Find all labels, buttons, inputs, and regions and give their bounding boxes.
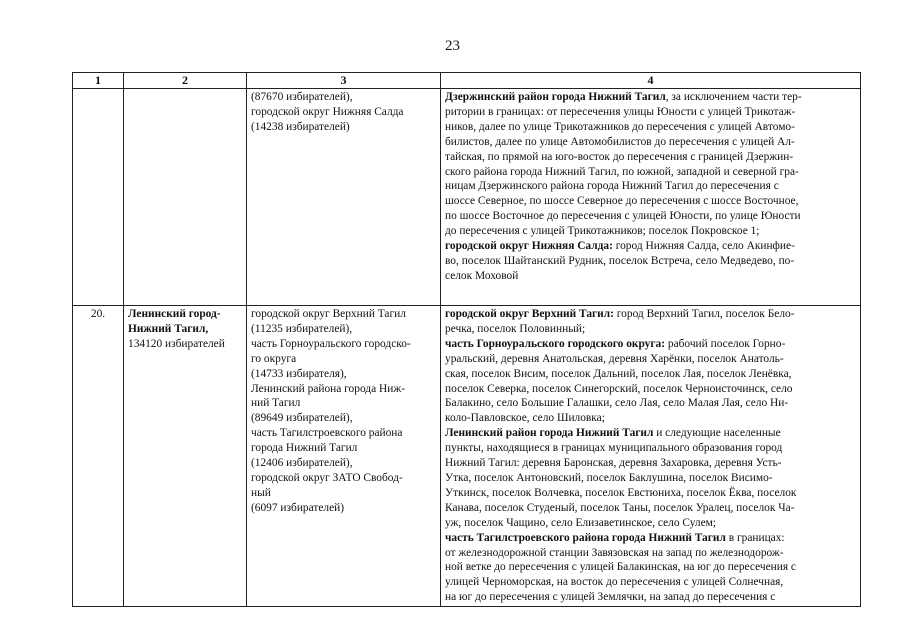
district-table (72, 72, 861, 607)
constituency-line: городской округ Верхний Тагил (251, 308, 406, 320)
row-number (73, 89, 124, 306)
territory-line: тайская, по прямой на юго-восток до пересечения с границей Дзержин- (445, 150, 794, 163)
territory-line (445, 90, 856, 105)
territory-text: и следующие населенные (653, 427, 781, 440)
constituency-line: (87670 избирателей), (251, 91, 353, 103)
territory-heading: городской округ Верхний Тагил: (445, 308, 614, 320)
district-voters: 134120 избирателей (128, 337, 225, 350)
constituency-line: (89649 избирателей), (251, 412, 353, 425)
territory-line: Канава, поселок Студеный, поселок Таны, поселок Уралец, поселок Ча- (445, 501, 795, 514)
territory-line: на юг до пересечения с улицей Землячки, на запад до пересечения с (445, 591, 776, 604)
territory-line: уральский, деревня Анатольская, деревня Харёнки, поселок Анатоль- (445, 352, 784, 365)
constituency-line: ний Тагил (251, 397, 301, 410)
constituency-line: го округа (251, 352, 297, 365)
territory-line: ницам Дзержинского района города Нижний Тагил до пересечения с (445, 180, 779, 193)
territory-line: пункты, находящиеся в границах муниципального образования город (445, 442, 783, 455)
territory-line: шоссе Северное, по шоссе Северное до пересечения с шоссе Восточное, (445, 195, 799, 208)
territory-heading: Ленинский район города Нижний Тагил (445, 427, 654, 440)
territory-text: , за исключением части тер- (665, 91, 802, 103)
constituency-line: (14733 избирателя), (251, 367, 347, 380)
table-row (73, 89, 861, 306)
district-title: Ленинский город- (128, 308, 221, 320)
page-number: 23 (445, 38, 460, 54)
territory-line: ной ветке до пересечения с улицей Балакинская, на юг до пересечения с (445, 561, 796, 574)
col-header-4: 4 (441, 73, 861, 89)
territory-text: город Верхний Тагил, поселок Бело- (613, 308, 795, 320)
territory-line: коло-Павловское, село Шиловка; (445, 412, 605, 425)
territory-heading: городской округ Нижняя Салда: (445, 240, 613, 253)
col-header-1: 1 (73, 73, 124, 89)
constituency-parts (247, 306, 441, 607)
header-row (73, 73, 861, 89)
territory-text: рабочий поселок Горно- (665, 337, 786, 350)
row-number: 20. (73, 306, 124, 607)
territory-line: ритории в границах: от пересечения улицы Юности с улицей Трикотаж- (445, 105, 796, 118)
territory-line: до пересечения с улицей Трикотажников; поселок Покровское 1; (445, 225, 760, 238)
territory-line (445, 307, 856, 322)
constituency-line: часть Тагилстроевского района (251, 427, 403, 440)
district-name (124, 89, 247, 306)
territory-line: поселок Северка, поселок Синегорский, поселок Черноисточинск, село (445, 382, 793, 395)
territory-description (441, 89, 861, 306)
territory-text: в границах: (725, 531, 785, 544)
territory-line (445, 239, 856, 254)
territory-line: билистов, далее по улице Автомобилистов до пересечения с улицей Ал- (445, 135, 795, 148)
constituency-line: (11235 избирателей), (251, 322, 353, 335)
constituency-line: Ленинский района города Ниж- (251, 382, 405, 395)
territory-line: ская, поселок Висим, поселок Дальний, поселок Лая, поселок Ленёвка, (445, 367, 792, 380)
territory-line: ского района города Нижний Тагил, по южной, западной и северной гра- (445, 165, 799, 178)
territory-line (445, 337, 856, 352)
territory-line: уж, поселок Чащино, село Елизаветинское, село Сулем; (445, 516, 717, 529)
constituency-line: (14238 избирателей) (251, 120, 350, 133)
territory-heading: часть Тагилстроевского района города Нижний Тагил (445, 531, 726, 544)
constituency-line: ный (251, 486, 271, 499)
territory-text: город Нижняя Салда, село Акинфие- (612, 240, 795, 253)
constituency-line: (12406 избирателей), (251, 457, 353, 470)
territory-line: Утка, поселок Антоновский, поселок Баклушина, поселок Висимо- (445, 471, 773, 484)
constituency-line: часть Горноуральского городско- (251, 337, 411, 350)
territory-heading: Дзержинский район города Нижний Тагил (445, 91, 666, 103)
territory-heading: часть Горноуральского городского округа: (445, 337, 666, 350)
territory-line: по шоссе Восточное до пересечения с улицей Юности, по улице Юности (445, 210, 801, 223)
territory-line (445, 426, 856, 441)
territory-line: от железнодорожной станции Завязовская на запад по железнодорож- (445, 546, 784, 559)
constituency-parts (247, 89, 441, 306)
district-title: Нижний Тагил, (128, 322, 209, 335)
territory-line: ников, далее по улице Трикотажников до пересечения с улицей Автомо- (445, 120, 795, 133)
territory-line: Уткинск, поселок Волчевка, поселок Евстюниха, поселок Ёква, поселок (445, 486, 797, 499)
territory-description (441, 306, 861, 607)
constituency-line: города Нижний Тагил (251, 442, 358, 455)
territory-line: речка, поселок Половинный; (445, 322, 586, 335)
table-row (73, 306, 861, 607)
constituency-line: городской округ Нижняя Салда (251, 105, 404, 118)
territory-line: Нижний Тагил: деревня Баронская, деревня Захаровка, деревня Усть- (445, 457, 782, 470)
territory-line: во, поселок Шайтанский Рудник, поселок Встреча, село Медведево, по- (445, 254, 795, 267)
district-name (124, 306, 247, 607)
territory-line: Балакино, село Большие Галашки, село Лая, село Малая Лая, село Ни- (445, 397, 789, 410)
territory-line: селок Моховой (445, 269, 519, 282)
col-header-3: 3 (247, 73, 441, 89)
constituency-line: городской округ ЗАТО Свобод- (251, 471, 403, 484)
territory-line (445, 531, 856, 546)
territory-line: улицей Черноморская, на восток до пересечения с улицей Солнечная, (445, 576, 784, 589)
col-header-2: 2 (124, 73, 247, 89)
constituency-line: (6097 избирателей) (251, 501, 345, 514)
